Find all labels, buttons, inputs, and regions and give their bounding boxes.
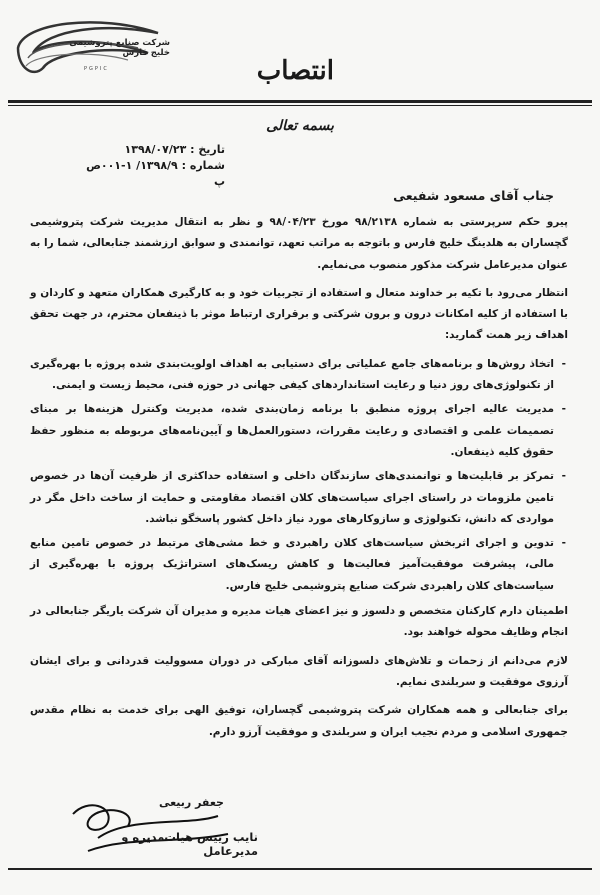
basmala: بسمه تعالی: [266, 118, 334, 134]
goals-list: [30, 354, 568, 597]
paragraph-3: اطمینان دارم کارکنان متخصص و دلسوز و نیز اعضای هیات مدیره و مدیران آن شرکت یاریگر جنابعالی در انجام وظایف محوله خواهند بود.: [30, 605, 568, 639]
company-name: شرکت صنایع پتروشیمی خلیج فارس: [69, 38, 170, 58]
company-logo: [8, 8, 168, 98]
letter-title: انتصاب: [256, 56, 334, 86]
letter-meta: [75, 142, 225, 190]
company-latin: PGPIC: [84, 66, 109, 72]
paragraph-4: لازم می‌دانم از زحمات و تلاش‌های دلسوزانه آقای مبارکی در دوران مسوولیت قدردانی و برای ایشان آرزوی موفقیت و سربلندی نمایم.: [30, 654, 568, 688]
signer-name: جعفر ربیعی: [158, 796, 224, 809]
paragraph-1: پیرو حکم سرپرستی به شماره ۹۸/۲۱۳۸ مورخ ۹۸/۰۴/۲۳ و نظر به انتقال مدیریت شرکت پتروشیمی گچساران به هلدینگ خلیج فارس و باتوجه به مراتب تعهد، توانمندی و سوابق ارزشمند جنابعالی، شما را به عنوان مدیرعامل شرکت مذکور منصوب می‌نمایم.: [30, 216, 568, 271]
recipient: جناب آقای مسعود شفیعی: [393, 188, 554, 203]
header-rule-thin: [8, 105, 592, 106]
number-line: شماره : ۱۳۹۸/۹/ ۱-۰۰۱ص پ: [86, 159, 225, 188]
letterhead: [8, 8, 592, 108]
paragraph-2: انتظار می‌رود با تکیه بر خداوند متعال و استفاده از تجربیات خود و به کارگیری همکاران متعهد و کاردان و با استفاده از کلیه امکانات درون و برون شرکتی و برقراری ارتباط موثر با ذینفعان محترم، در جهت تحقق اهداف زیر همت گمارید:: [30, 286, 568, 342]
letter-body: [30, 212, 568, 750]
list-item: - تمرکز بر قابلیت‌ها و توانمندی‌های سازندگان داخلی و استفاده حداکثری از ظرفیت آن‌ها در خصوص تامین ملزومات در راستای اجرای سیاست‌های کلان اقتصاد مقاومتی و حمایت از ساخت داخل مگر در مواردی که دانش، تکنولوژی و سازوکارهای مورد نیاز داخل کشور پاسخگو نباشد.: [30, 466, 568, 530]
header-rule: [8, 100, 592, 103]
list-item: - تدوین و اجرای اثربخش سیاست‌های کلان راهبردی و خط مشی‌های مرتبط در خصوص تامین منابع مالی، پیشرفت موفقیت‌آمیز فعالیت‌ها و کاهش ریسک‌های استراتژیک پروژه با بهره‌گیری از سیاست‌های کلان راهبردی شرکت صنایع پتروشیمی خلیج فارس.: [30, 533, 568, 597]
signer-title: نایب رییس هیات‌مدیره و مدیرعامل: [121, 830, 258, 858]
paragraph-5: برای جنابعالی و همه همکاران شرکت پتروشیمی گچساران، توفیق الهی برای خدمت به نظام مقدس جمهوری اسلامی و مردم نجیب ایران و سربلندی و موفقیت آرزو دارم.: [30, 704, 568, 738]
list-item: - مدیریت عالیه اجرای پروژه منطبق با برنامه زمان‌بندی شده، مدیریت وکنترل هزینه‌ها بر مبنای تصمیمات علمی و اقتصادی و رعایت مقررات، دستورالعمل‌ها و آیین‌نامه‌های مربوطه به منظور حفظ حقوق کلیه ذینفعان.: [30, 399, 568, 463]
signature-block: [68, 796, 258, 866]
date-line: تاریخ : ۱۳۹۸/۰۷/۲۳: [124, 143, 225, 156]
list-item: - اتخاذ روش‌ها و برنامه‌های جامع عملیاتی برای دستیابی به اهداف اولویت‌بندی شده پروژه با بهره‌گیری از تکنولوژی‌های روز دنیا و رعایت استانداردهای کیفی جهانی در حوزه فنی، محیط زیست و ایمنی.: [30, 354, 568, 397]
footer-rule: [8, 868, 592, 870]
